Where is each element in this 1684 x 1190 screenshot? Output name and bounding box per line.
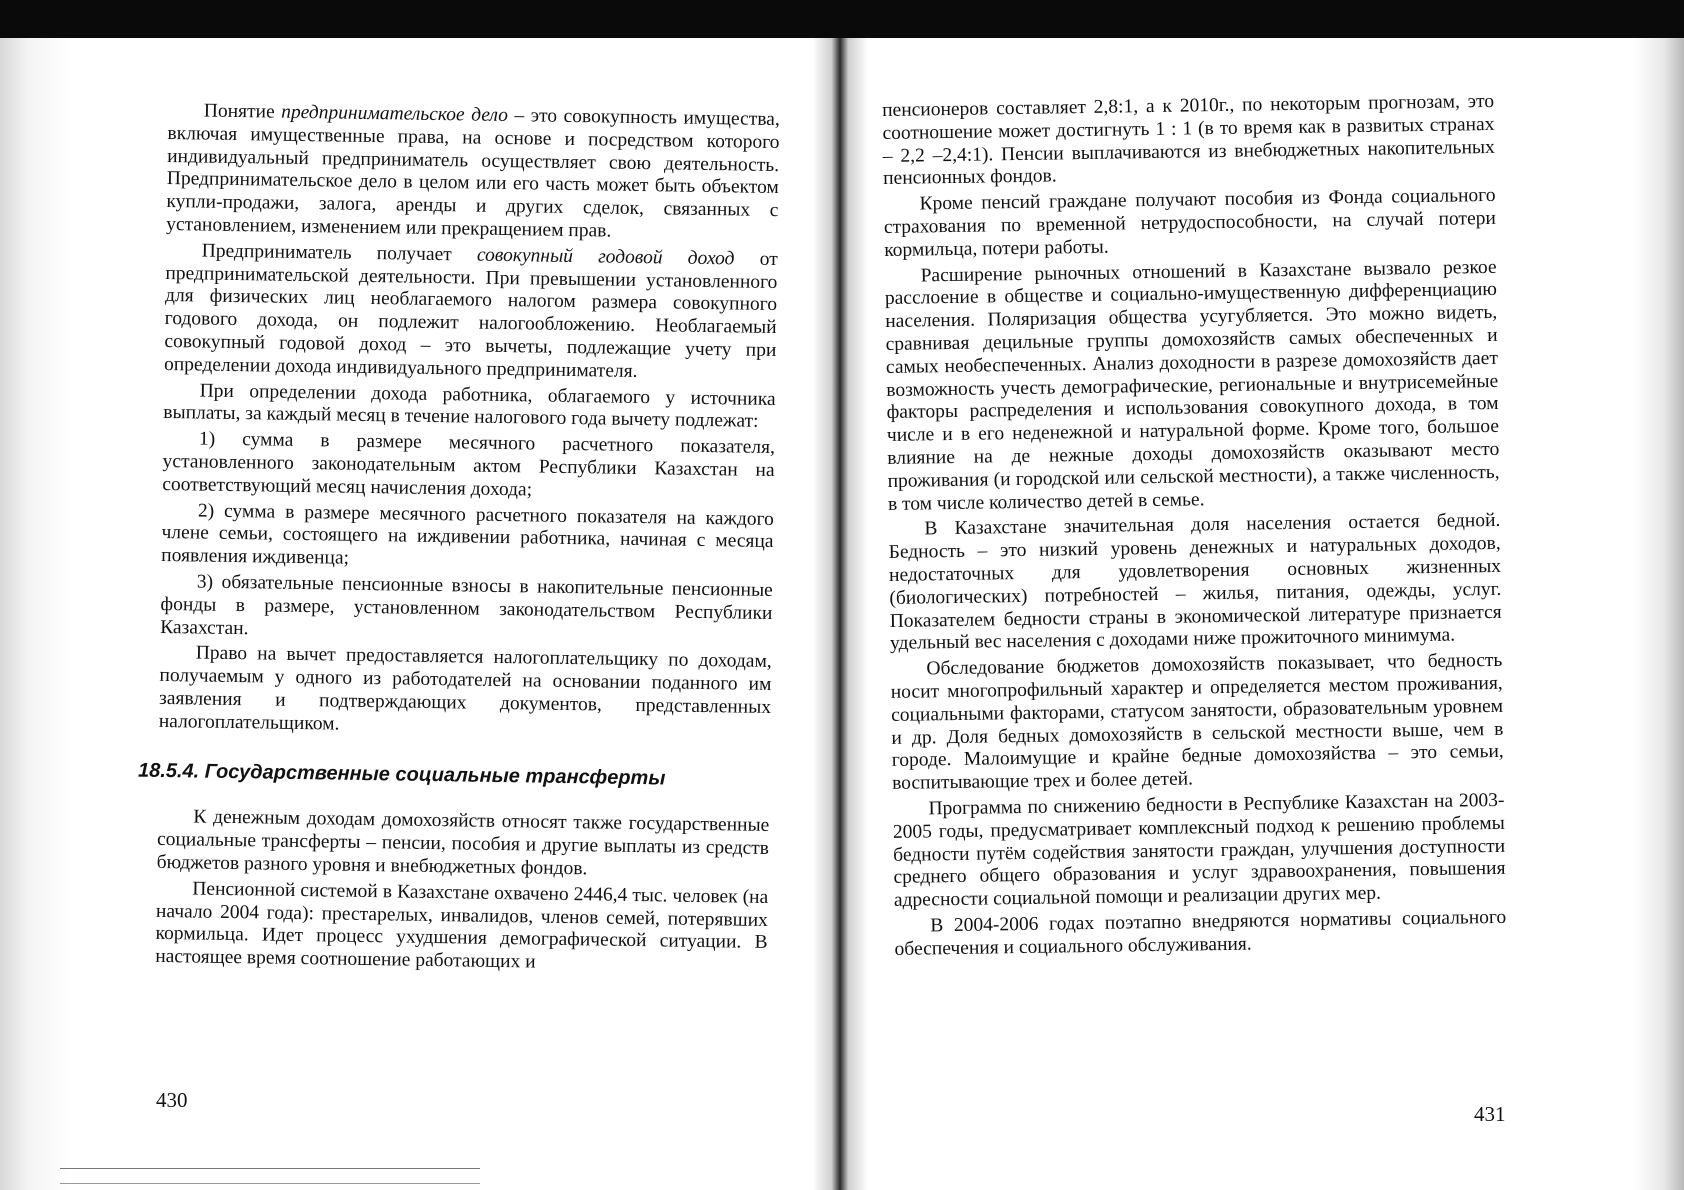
page-edge-right [1634, 38, 1684, 1190]
page-edge-left [0, 38, 70, 1190]
paragraph: К денежным доходам домохозяйств относят также государственные социальные трансферты – пенсии, пособия и другие выплаты из средств бюджетов разного уровня и внебюджетных фондов. [156, 806, 770, 880]
paragraph: В Казахстане значительная доля населения остается бедной. Бедность – это низкий уровень денежных и натуральных доходов, недостаточных для удовлетворения основных жизненных (биологических) потребностей – жилья, питания, одежды, услуг. Показателем бедности страны в экономической литературе признается удельный вес населения с доходами ниже прожиточного минимума. [888, 510, 1502, 655]
list-item: 3) обязательные пенсионные взносы в накопительные пенсионные фонды в размере, установленном законодательством Республики Казахстан. [160, 571, 773, 639]
book-spine [812, 38, 868, 1190]
page-stack-lines [60, 1168, 480, 1184]
paragraph: В 2004-2006 годах поэтапно внедряются нормативы социального обеспечения и социального обслуживания. [894, 906, 1507, 960]
page-number-right: 431 [1474, 1102, 1506, 1126]
paragraph: Понятие предпринимательское дело – это совокупность имущества, включая имущественные права, на основе и посредством которого индивидуальный предприниматель осуществляет свою деятельность. Предпринимательское дело в целом или его часть может быть объектом купли-продажи, залога, аренды и других сделок, связанных с установлением, изменением или прекращением прав. [165, 100, 780, 242]
paragraph: Кроме пенсий граждане получают пособия из Фонда социального страхования по временной нетрудоспособности, на случай потери кормильца, потери работы. [883, 185, 1496, 261]
paragraph: Расширение рыночных отношений в Казахстане вызвало резкое расслоение в обществе и социально-имущественную дифференциацию населения. Поляризация общества усугубляется. Это можно видеть, сравнивая децильные группы домохозяйств самых обеспеченных и самых необеспеченных. Анализ доходности в разрезе домохозяйств дает возможность учесть демографические, региональные и внутрисемейные факторы распределения и использования совокупного дохода, в том числе и в его неденежной и натуральной форме. Кроме того, большое влияние на де нежные доходы домохозяйств оказывают место проживания (и городской или сельской местности), а также численность, в том числе количество детей в семье. [884, 256, 1500, 515]
page-number-left: 430 [156, 1088, 188, 1112]
paragraph: При определении дохода работника, облагаемого у источника выплаты, за каждый месяц в течение налогового года вычету подлежат: [163, 380, 776, 433]
paragraph: Программа по снижению бедности в Республике Казахстан на 2003-2005 годы, предусматривает комплексный подход к решению проблемы бедности путём содействия занятости граждан, улучшения доступности среднего общего образования и услуг здравоохранения, повышения адресности социальной помощи и реализации других мер. [892, 789, 1506, 912]
list-item: 2) сумма в размере месячного расчетного показателя на каждого члене семьи, состоящего на иждивении работника, начиная с месяца появления иждивенца; [161, 500, 775, 569]
paragraph: Обследование бюджетов домохозяйств показывает, что бедность носит многопрофильный характер и определяется местом проживания, социальными факторами, статусом занятости, образовательным уровнем и др. Доля бедных домохозяйств в сельской местности выше, чем в городе. Малоимущие и крайне бедные домохозяйства – это семьи, воспитывающие трех и более детей. [890, 649, 1504, 795]
paragraph: Предприниматель получает совокупный годовой доход от предпринимательской деятельности. При превышении установленного для физических лиц необлагаемого налогом размера совокупного годового дохода, он подлежит налогообложению. Необлагаемый совокупный годовой доход – это вычеты, подлежащие учету при определении дохода индивидуального предпринимателя. [163, 240, 778, 382]
left-page [137, 100, 780, 978]
section-heading: 18.5.4. Государственные социальные трансферты [137, 759, 666, 789]
paragraph: Право на вычет предоставляется налогоплательщику по доходам, получаемым у одного из работодателей на основании поданного им заявления и подтверждающих документов, представленных налогоплательщиком. [158, 642, 772, 735]
paragraph: Пенсионной системой в Казахстане охвачено 2446,4 тыс. человек (на начало 2004 года): престарелых, инвалидов, членов семей, потерявших кормильца. Идет процесс ухудшения демографической ситуации. В настоящее время соотношение работающих и [155, 878, 769, 973]
scan-top-border [0, 0, 1684, 38]
right-page [882, 91, 1507, 961]
list-item: 1) сумма в размере месячного расчетного показателя, установленного законодательным актом Республики Казахстан на соответствующий месяц начисления дохода; [162, 428, 776, 501]
paragraph: пенсионеров составляет 2,8:1, а к 2010г., по некоторым прогнозам, это соотношение может достигнуть 1 : 1 (в то время как в развитых странах – 2,2 –2,4:1). Пенсии выплачиваются из внебюджетных накопительных пенсионных фондов. [882, 90, 1495, 190]
